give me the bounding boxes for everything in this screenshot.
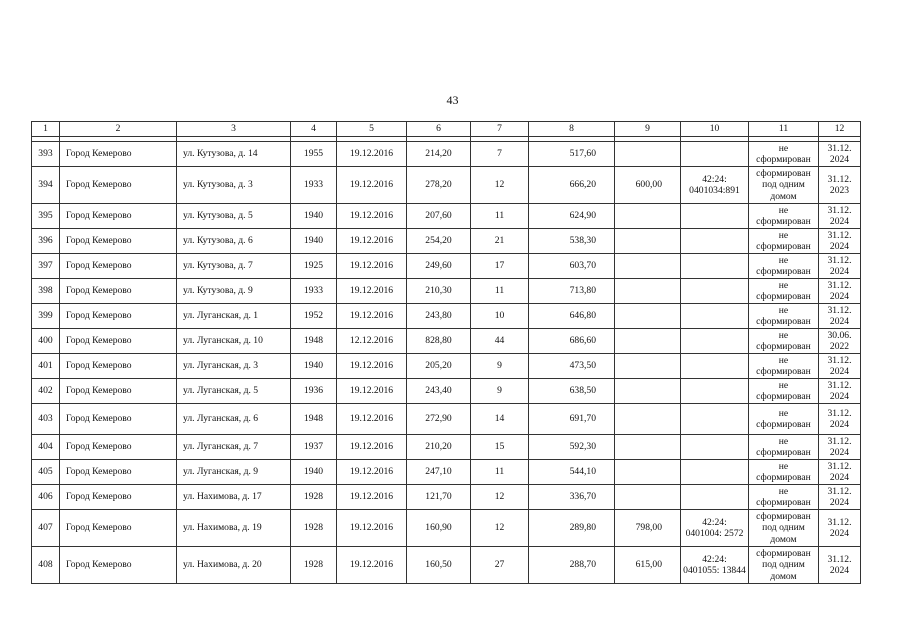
col-header: 12 <box>819 122 861 137</box>
inclusion-date-cell: 19.12.2016 <box>337 404 407 435</box>
premises-area-cell: 592,30 <box>529 435 615 460</box>
build-year-cell: 1948 <box>291 404 337 435</box>
build-year-cell: 1933 <box>291 167 337 204</box>
resettlement-deadline-cell: 31.12. 2024 <box>819 142 861 167</box>
land-area-cell <box>615 435 681 460</box>
municipality-cell: Город Кемерово <box>60 435 177 460</box>
table-row <box>32 460 861 485</box>
total-area-cell: 210,30 <box>407 279 471 304</box>
row-number-cell: 406 <box>32 485 60 510</box>
land-area-cell: 615,00 <box>615 547 681 584</box>
total-area-cell: 243,40 <box>407 379 471 404</box>
residents-count-cell: 9 <box>471 354 529 379</box>
land-area-cell: 600,00 <box>615 167 681 204</box>
inclusion-date-cell: 12.12.2016 <box>337 329 407 354</box>
build-year-cell: 1940 <box>291 354 337 379</box>
premises-area-cell: 473,50 <box>529 354 615 379</box>
municipality-cell: Город Кемерово <box>60 354 177 379</box>
row-number-cell: 402 <box>32 379 60 404</box>
premises-area-cell: 517,60 <box>529 142 615 167</box>
build-year-cell: 1933 <box>291 279 337 304</box>
resettlement-deadline-cell: 30.06. 2022 <box>819 329 861 354</box>
table-row <box>32 485 861 510</box>
residents-count-cell: 17 <box>471 254 529 279</box>
land-area-cell <box>615 279 681 304</box>
resettlement-deadline-cell: 31.12. 2023 <box>819 167 861 204</box>
residents-count-cell: 11 <box>471 279 529 304</box>
table-row <box>32 329 861 354</box>
municipality-cell: Город Кемерово <box>60 142 177 167</box>
municipality-cell: Город Кемерово <box>60 379 177 404</box>
premises-area-cell: 691,70 <box>529 404 615 435</box>
residents-count-cell: 21 <box>471 229 529 254</box>
premises-area-cell: 603,70 <box>529 254 615 279</box>
municipality-cell: Город Кемерово <box>60 254 177 279</box>
build-year-cell: 1925 <box>291 254 337 279</box>
cadastral-number-cell <box>681 329 749 354</box>
inclusion-date-cell: 19.12.2016 <box>337 435 407 460</box>
row-number-cell: 400 <box>32 329 60 354</box>
table-row <box>32 142 861 167</box>
land-status-cell: не сформирован <box>749 304 819 329</box>
land-area-cell: 798,00 <box>615 510 681 547</box>
residents-count-cell: 44 <box>471 329 529 354</box>
premises-area-cell: 288,70 <box>529 547 615 584</box>
build-year-cell: 1928 <box>291 485 337 510</box>
address-cell: ул. Луганская, д. 1 <box>177 304 291 329</box>
land-status-cell: сформирован под одним домом <box>749 167 819 204</box>
cadastral-number-cell <box>681 354 749 379</box>
row-number-cell: 405 <box>32 460 60 485</box>
inclusion-date-cell: 19.12.2016 <box>337 167 407 204</box>
row-number-cell: 401 <box>32 354 60 379</box>
resettlement-deadline-cell: 31.12. 2024 <box>819 229 861 254</box>
land-area-cell <box>615 254 681 279</box>
land-status-cell: не сформирован <box>749 254 819 279</box>
residents-count-cell: 14 <box>471 404 529 435</box>
residents-count-cell: 7 <box>471 142 529 167</box>
land-status-cell: сформирован под одним домом <box>749 547 819 584</box>
residents-count-cell: 10 <box>471 304 529 329</box>
total-area-cell: 828,80 <box>407 329 471 354</box>
build-year-cell: 1928 <box>291 510 337 547</box>
address-cell: ул. Луганская, д. 5 <box>177 379 291 404</box>
residents-count-cell: 11 <box>471 460 529 485</box>
total-area-cell: 272,90 <box>407 404 471 435</box>
residents-count-cell: 9 <box>471 379 529 404</box>
row-number-cell: 408 <box>32 547 60 584</box>
address-cell: ул. Кутузова, д. 7 <box>177 254 291 279</box>
premises-area-cell: 336,70 <box>529 485 615 510</box>
premises-area-cell: 666,20 <box>529 167 615 204</box>
resettlement-deadline-cell: 31.12. 2024 <box>819 510 861 547</box>
residents-count-cell: 12 <box>471 167 529 204</box>
row-number-cell: 403 <box>32 404 60 435</box>
premises-area-cell: 289,80 <box>529 510 615 547</box>
land-status-cell: не сформирован <box>749 485 819 510</box>
resettlement-deadline-cell: 31.12. 2024 <box>819 460 861 485</box>
build-year-cell: 1955 <box>291 142 337 167</box>
land-status-cell: не сформирован <box>749 435 819 460</box>
table-row <box>32 354 861 379</box>
row-number-cell: 407 <box>32 510 60 547</box>
premises-area-cell: 646,80 <box>529 304 615 329</box>
land-area-cell <box>615 204 681 229</box>
cadastral-number-cell <box>681 460 749 485</box>
municipality-cell: Город Кемерово <box>60 547 177 584</box>
cadastral-number-cell <box>681 404 749 435</box>
table-row <box>32 254 861 279</box>
page-number: 43 <box>446 93 459 107</box>
cadastral-number-cell <box>681 485 749 510</box>
cadastral-number-cell: 42:24: 0401055: 13844 <box>681 547 749 584</box>
premises-area-cell: 686,60 <box>529 329 615 354</box>
address-cell: ул. Кутузова, д. 14 <box>177 142 291 167</box>
land-area-cell <box>615 329 681 354</box>
col-header: 2 <box>60 122 177 137</box>
land-area-cell <box>615 354 681 379</box>
residents-count-cell: 12 <box>471 485 529 510</box>
row-number-cell: 398 <box>32 279 60 304</box>
inclusion-date-cell: 19.12.2016 <box>337 229 407 254</box>
resettlement-deadline-cell: 31.12. 2024 <box>819 304 861 329</box>
inclusion-date-cell: 19.12.2016 <box>337 460 407 485</box>
cadastral-number-cell <box>681 379 749 404</box>
municipality-cell: Город Кемерово <box>60 204 177 229</box>
address-cell: ул. Кутузова, д. 3 <box>177 167 291 204</box>
municipality-cell: Город Кемерово <box>60 510 177 547</box>
inclusion-date-cell: 19.12.2016 <box>337 142 407 167</box>
inclusion-date-cell: 19.12.2016 <box>337 279 407 304</box>
total-area-cell: 214,20 <box>407 142 471 167</box>
build-year-cell: 1937 <box>291 435 337 460</box>
build-year-cell: 1936 <box>291 379 337 404</box>
inclusion-date-cell: 19.12.2016 <box>337 485 407 510</box>
municipality-cell: Город Кемерово <box>60 485 177 510</box>
municipality-cell: Город Кемерово <box>60 404 177 435</box>
table-row <box>32 167 861 204</box>
land-area-cell <box>615 142 681 167</box>
total-area-cell: 207,60 <box>407 204 471 229</box>
build-year-cell: 1948 <box>291 329 337 354</box>
table-row <box>32 279 861 304</box>
address-cell: ул. Нахимова, д. 20 <box>177 547 291 584</box>
premises-area-cell: 638,50 <box>529 379 615 404</box>
row-number-cell: 397 <box>32 254 60 279</box>
address-cell: ул. Нахимова, д. 19 <box>177 510 291 547</box>
row-number-cell: 393 <box>32 142 60 167</box>
land-status-cell: не сформирован <box>749 460 819 485</box>
address-cell: ул. Луганская, д. 10 <box>177 329 291 354</box>
municipality-cell: Город Кемерово <box>60 279 177 304</box>
inclusion-date-cell: 19.12.2016 <box>337 510 407 547</box>
resettlement-deadline-cell: 31.12. 2024 <box>819 379 861 404</box>
col-header: 7 <box>471 122 529 137</box>
total-area-cell: 249,60 <box>407 254 471 279</box>
address-cell: ул. Луганская, д. 6 <box>177 404 291 435</box>
col-header: 6 <box>407 122 471 137</box>
total-area-cell: 254,20 <box>407 229 471 254</box>
land-area-cell <box>615 229 681 254</box>
address-cell: ул. Луганская, д. 7 <box>177 435 291 460</box>
cadastral-number-cell <box>681 435 749 460</box>
col-header: 8 <box>529 122 615 137</box>
cadastral-number-cell <box>681 254 749 279</box>
col-header: 9 <box>615 122 681 137</box>
land-status-cell: не сформирован <box>749 279 819 304</box>
table-row <box>32 204 861 229</box>
municipality-cell: Город Кемерово <box>60 229 177 254</box>
table-row <box>32 547 861 584</box>
premises-area-cell: 544,10 <box>529 460 615 485</box>
cadastral-number-cell <box>681 142 749 167</box>
premises-area-cell: 713,80 <box>529 279 615 304</box>
table-row <box>32 435 861 460</box>
resettlement-deadline-cell: 31.12. 2024 <box>819 485 861 510</box>
inclusion-date-cell: 19.12.2016 <box>337 354 407 379</box>
total-area-cell: 278,20 <box>407 167 471 204</box>
residents-count-cell: 11 <box>471 204 529 229</box>
cadastral-number-cell <box>681 304 749 329</box>
row-number-cell: 399 <box>32 304 60 329</box>
land-status-cell: не сформирован <box>749 354 819 379</box>
municipality-cell: Город Кемерово <box>60 460 177 485</box>
col-header: 11 <box>749 122 819 137</box>
table-row <box>32 404 861 435</box>
address-cell: ул. Кутузова, д. 6 <box>177 229 291 254</box>
cadastral-number-cell <box>681 229 749 254</box>
premises-area-cell: 624,90 <box>529 204 615 229</box>
header-row <box>32 122 861 137</box>
row-number-cell: 395 <box>32 204 60 229</box>
residents-count-cell: 12 <box>471 510 529 547</box>
table-row <box>32 510 861 547</box>
total-area-cell: 205,20 <box>407 354 471 379</box>
premises-area-cell: 538,30 <box>529 229 615 254</box>
land-area-cell <box>615 404 681 435</box>
land-status-cell: не сформирован <box>749 329 819 354</box>
col-header: 10 <box>681 122 749 137</box>
land-area-cell <box>615 379 681 404</box>
resettlement-deadline-cell: 31.12. 2024 <box>819 435 861 460</box>
total-area-cell: 210,20 <box>407 435 471 460</box>
row-number-cell: 404 <box>32 435 60 460</box>
register-table <box>31 121 861 584</box>
address-cell: ул. Кутузова, д. 9 <box>177 279 291 304</box>
table-row <box>32 304 861 329</box>
cadastral-number-cell: 42:24: 0401004: 2572 <box>681 510 749 547</box>
residents-count-cell: 15 <box>471 435 529 460</box>
inclusion-date-cell: 19.12.2016 <box>337 547 407 584</box>
land-area-cell <box>615 304 681 329</box>
row-number-cell: 394 <box>32 167 60 204</box>
col-header: 5 <box>337 122 407 137</box>
address-cell: ул. Нахимова, д. 17 <box>177 485 291 510</box>
table-row <box>32 379 861 404</box>
build-year-cell: 1940 <box>291 460 337 485</box>
inclusion-date-cell: 19.12.2016 <box>337 204 407 229</box>
col-header: 3 <box>177 122 291 137</box>
row-number-cell: 396 <box>32 229 60 254</box>
inclusion-date-cell: 19.12.2016 <box>337 304 407 329</box>
land-status-cell: не сформирован <box>749 142 819 167</box>
land-status-cell: не сформирован <box>749 404 819 435</box>
inclusion-date-cell: 19.12.2016 <box>337 254 407 279</box>
build-year-cell: 1952 <box>291 304 337 329</box>
total-area-cell: 247,10 <box>407 460 471 485</box>
resettlement-deadline-cell: 31.12. 2024 <box>819 547 861 584</box>
land-status-cell: сформирован под одним домом <box>749 510 819 547</box>
land-area-cell <box>615 460 681 485</box>
address-cell: ул. Луганская, д. 9 <box>177 460 291 485</box>
cadastral-number-cell <box>681 279 749 304</box>
address-cell: ул. Кутузова, д. 5 <box>177 204 291 229</box>
address-cell: ул. Луганская, д. 3 <box>177 354 291 379</box>
land-status-cell: не сформирован <box>749 379 819 404</box>
land-status-cell: не сформирован <box>749 204 819 229</box>
resettlement-deadline-cell: 31.12. 2024 <box>819 254 861 279</box>
col-header: 4 <box>291 122 337 137</box>
total-area-cell: 121,70 <box>407 485 471 510</box>
total-area-cell: 243,80 <box>407 304 471 329</box>
cadastral-number-cell: 42:24: 0401034:891 <box>681 167 749 204</box>
cadastral-number-cell <box>681 204 749 229</box>
inclusion-date-cell: 19.12.2016 <box>337 379 407 404</box>
land-area-cell <box>615 485 681 510</box>
municipality-cell: Город Кемерово <box>60 167 177 204</box>
table-row <box>32 229 861 254</box>
resettlement-deadline-cell: 31.12. 2024 <box>819 204 861 229</box>
total-area-cell: 160,50 <box>407 547 471 584</box>
build-year-cell: 1940 <box>291 204 337 229</box>
resettlement-deadline-cell: 31.12. 2024 <box>819 354 861 379</box>
residents-count-cell: 27 <box>471 547 529 584</box>
land-status-cell: не сформирован <box>749 229 819 254</box>
resettlement-deadline-cell: 31.12. 2024 <box>819 279 861 304</box>
col-header: 1 <box>32 122 60 137</box>
municipality-cell: Город Кемерово <box>60 304 177 329</box>
build-year-cell: 1940 <box>291 229 337 254</box>
build-year-cell: 1928 <box>291 547 337 584</box>
total-area-cell: 160,90 <box>407 510 471 547</box>
municipality-cell: Город Кемерово <box>60 329 177 354</box>
resettlement-deadline-cell: 31.12. 2024 <box>819 404 861 435</box>
